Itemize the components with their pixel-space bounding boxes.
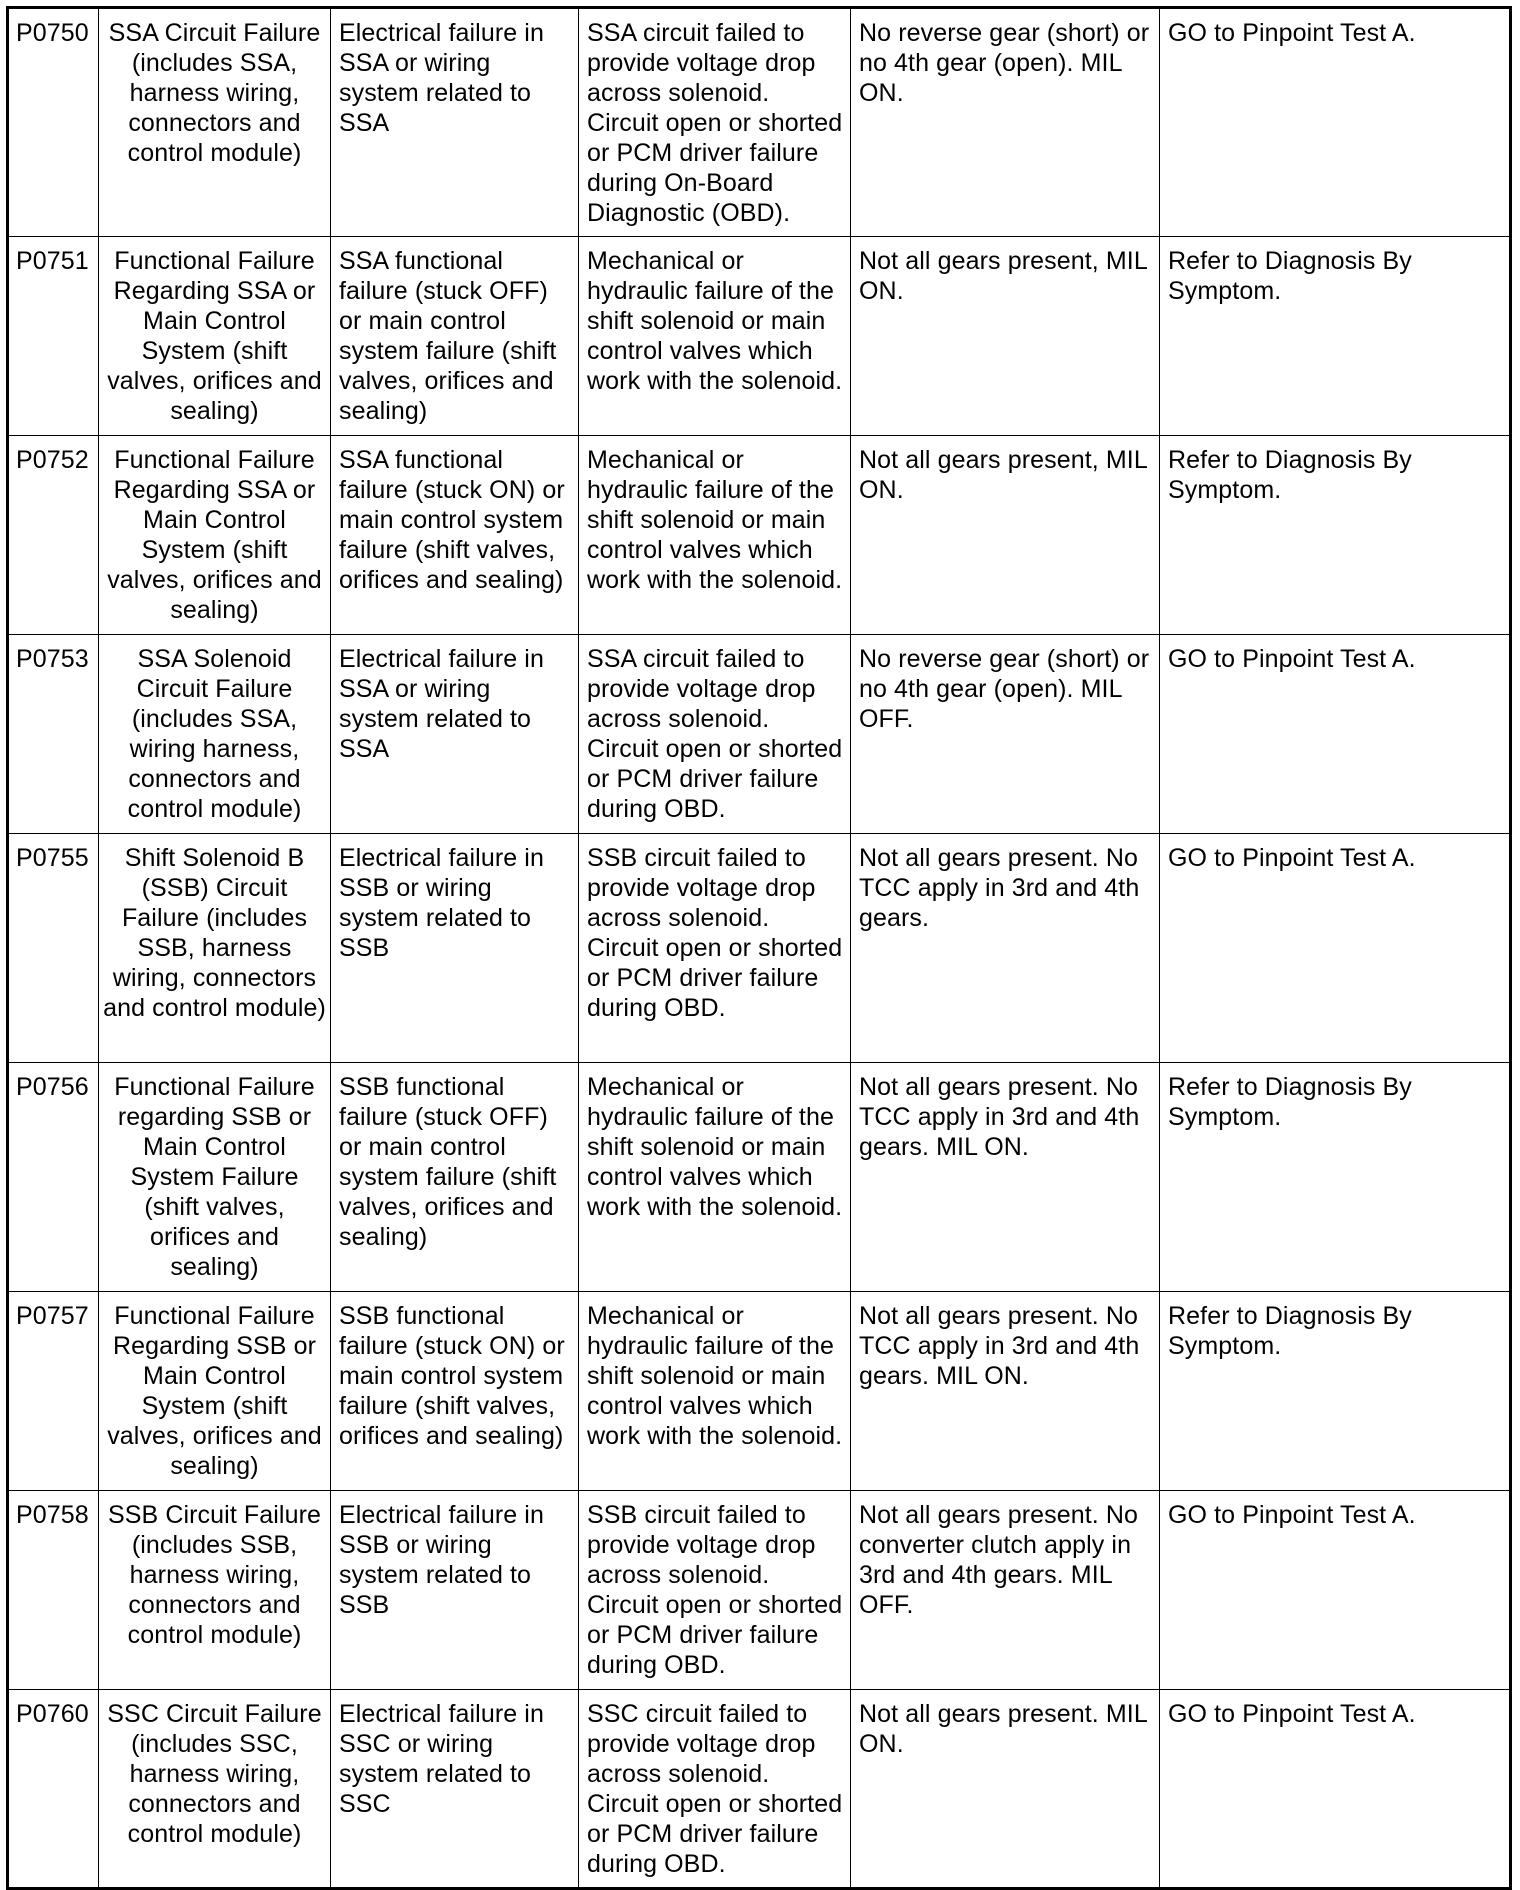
table-row [8, 635, 1511, 834]
dtc-possible-cause-cell: SSB circuit failed to provide voltage drop across solenoid. Circuit open or shorted or PCM driver failure during OBD. [579, 1491, 851, 1690]
dtc-code-cell: P0755 [8, 834, 99, 1063]
dtc-possible-cause-cell: SSA circuit failed to provide voltage drop across solenoid. Circuit open or shorted or PCM driver failure during On-Board Diagnostic (OBD). [579, 8, 851, 237]
dtc-condition-cell: Electrical failure in SSB or wiring system related to SSB [331, 834, 579, 1063]
dtc-possible-cause-cell: Mechanical or hydraulic failure of the shift solenoid or main control valves which work with the solenoid. [579, 436, 851, 635]
table-row [8, 834, 1511, 1063]
dtc-description-cell: Functional Failure regarding SSB or Main Control System Failure (shift valves, orifices and sealing) [99, 1063, 331, 1292]
dtc-action-cell: Refer to Diagnosis By Symptom. [1160, 436, 1511, 635]
dtc-code-cell: P0753 [8, 635, 99, 834]
dtc-code-cell: P0752 [8, 436, 99, 635]
dtc-symptom-cell: Not all gears present. No TCC apply in 3rd and 4th gears. MIL ON. [851, 1063, 1160, 1292]
dtc-symptom-cell: Not all gears present. No TCC apply in 3rd and 4th gears. MIL ON. [851, 1292, 1160, 1491]
dtc-code-cell: P0756 [8, 1063, 99, 1292]
dtc-description-cell: Functional Failure Regarding SSB or Main Control System (shift valves, orifices and sealing) [99, 1292, 331, 1491]
dtc-condition-cell: SSB functional failure (stuck OFF) or main control system failure (shift valves, orifices and sealing) [331, 1063, 579, 1292]
dtc-symptom-cell: Not all gears present, MIL ON. [851, 237, 1160, 436]
table-row [8, 1063, 1511, 1292]
dtc-description-cell: Functional Failure Regarding SSA or Main Control System (shift valves, orifices and sealing) [99, 237, 331, 436]
dtc-possible-cause-cell: Mechanical or hydraulic failure of the shift solenoid or main control valves which work with the solenoid. [579, 1063, 851, 1292]
dtc-action-cell: GO to Pinpoint Test A. [1160, 1690, 1511, 1889]
dtc-condition-cell: SSA functional failure (stuck ON) or main control system failure (shift valves, orifices and sealing) [331, 436, 579, 635]
dtc-description-cell: SSA Circuit Failure (includes SSA, harness wiring, connectors and control module) [99, 8, 331, 237]
dtc-action-cell: GO to Pinpoint Test A. [1160, 1491, 1511, 1690]
dtc-code-cell: P0757 [8, 1292, 99, 1491]
table-row [8, 1292, 1511, 1491]
dtc-code-cell: P0750 [8, 8, 99, 237]
dtc-condition-cell: Electrical failure in SSA or wiring system related to SSA [331, 8, 579, 237]
dtc-symptom-cell: Not all gears present. No TCC apply in 3rd and 4th gears. [851, 834, 1160, 1063]
dtc-description-cell: SSC Circuit Failure (includes SSC, harness wiring, connectors and control module) [99, 1690, 331, 1889]
dtc-action-cell: Refer to Diagnosis By Symptom. [1160, 237, 1511, 436]
dtc-code-cell: P0758 [8, 1491, 99, 1690]
dtc-description-cell: SSB Circuit Failure (includes SSB, harness wiring, connectors and control module) [99, 1491, 331, 1690]
dtc-possible-cause-cell: Mechanical or hydraulic failure of the shift solenoid or main control valves which work with the solenoid. [579, 237, 851, 436]
dtc-description-cell: Shift Solenoid B (SSB) Circuit Failure (includes SSB, harness wiring, connectors and control module) [99, 834, 331, 1063]
dtc-code-cell: P0760 [8, 1690, 99, 1889]
dtc-description-cell: Functional Failure Regarding SSA or Main Control System (shift valves, orifices and sealing) [99, 436, 331, 635]
dtc-condition-cell: Electrical failure in SSC or wiring system related to SSC [331, 1690, 579, 1889]
table-row [8, 1491, 1511, 1690]
dtc-condition-cell: SSB functional failure (stuck ON) or main control system failure (shift valves, orifices and sealing) [331, 1292, 579, 1491]
dtc-action-cell: Refer to Diagnosis By Symptom. [1160, 1292, 1511, 1491]
table-row [8, 237, 1511, 436]
dtc-symptom-cell: Not all gears present. No converter clutch apply in 3rd and 4th gears. MIL OFF. [851, 1491, 1160, 1690]
dtc-possible-cause-cell: Mechanical or hydraulic failure of the shift solenoid or main control valves which work with the solenoid. [579, 1292, 851, 1491]
dtc-condition-cell: Electrical failure in SSA or wiring system related to SSA [331, 635, 579, 834]
table-row [8, 8, 1511, 237]
dtc-possible-cause-cell: SSA circuit failed to provide voltage drop across solenoid. Circuit open or shorted or PCM driver failure during OBD. [579, 635, 851, 834]
dtc-possible-cause-cell: SSC circuit failed to provide voltage drop across solenoid. Circuit open or shorted or PCM driver failure during OBD. [579, 1690, 851, 1889]
dtc-symptom-cell: Not all gears present, MIL ON. [851, 436, 1160, 635]
dtc-action-cell: Refer to Diagnosis By Symptom. [1160, 1063, 1511, 1292]
table-row [8, 436, 1511, 635]
dtc-symptom-cell: Not all gears present. MIL ON. [851, 1690, 1160, 1889]
dtc-table [6, 6, 1512, 1890]
dtc-action-cell: GO to Pinpoint Test A. [1160, 635, 1511, 834]
dtc-action-cell: GO to Pinpoint Test A. [1160, 834, 1511, 1063]
dtc-description-cell: SSA Solenoid Circuit Failure (includes SSA, wiring harness, connectors and control module) [99, 635, 331, 834]
table-row [8, 1690, 1511, 1889]
dtc-condition-cell: SSA functional failure (stuck OFF) or main control system failure (shift valves, orifices and sealing) [331, 237, 579, 436]
dtc-possible-cause-cell: SSB circuit failed to provide voltage drop across solenoid. Circuit open or shorted or PCM driver failure during OBD. [579, 834, 851, 1063]
dtc-code-cell: P0751 [8, 237, 99, 436]
dtc-action-cell: GO to Pinpoint Test A. [1160, 8, 1511, 237]
dtc-condition-cell: Electrical failure in SSB or wiring system related to SSB [331, 1491, 579, 1690]
dtc-symptom-cell: No reverse gear (short) or no 4th gear (open). MIL OFF. [851, 635, 1160, 834]
dtc-table-body [8, 8, 1511, 1889]
dtc-symptom-cell: No reverse gear (short) or no 4th gear (open). MIL ON. [851, 8, 1160, 237]
